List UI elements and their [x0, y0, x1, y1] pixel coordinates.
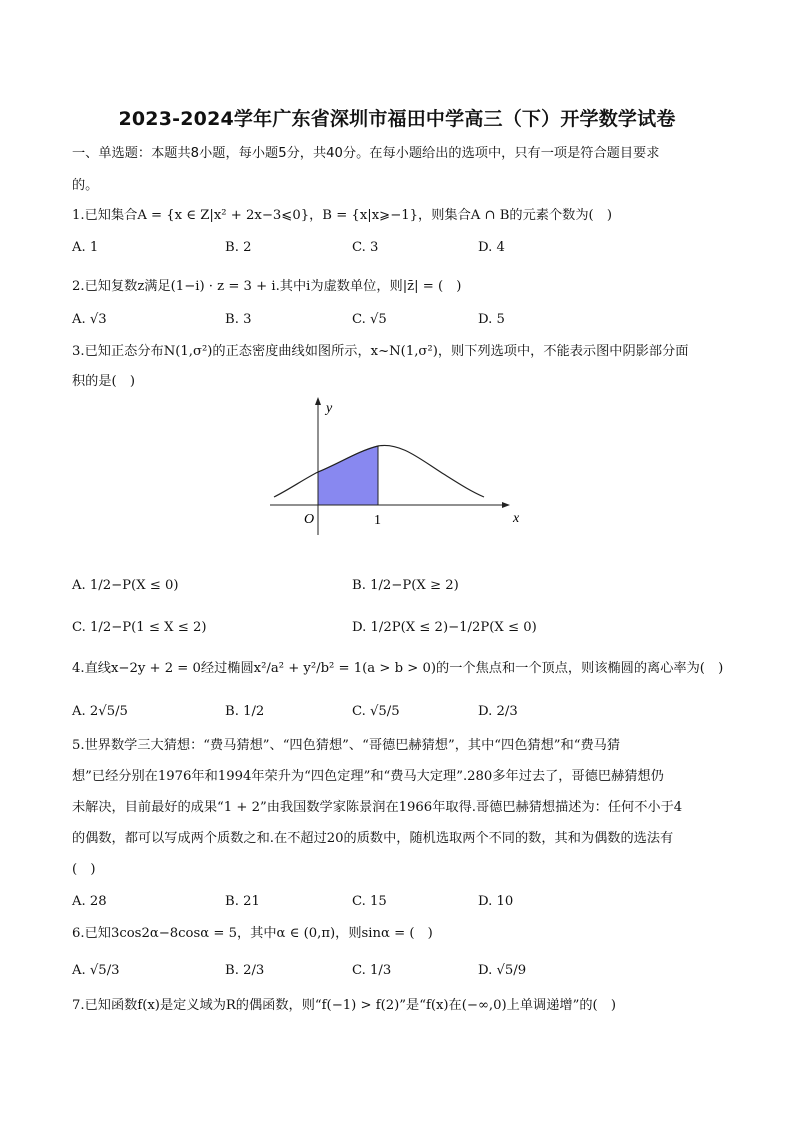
q2-option-c: C. √5 — [352, 312, 387, 327]
q5-line5: ( ) — [72, 862, 96, 877]
q3-option-c: C. 1/2−P(1 ≤ X ≤ 2) — [72, 620, 207, 635]
q1-stem: 1.已知集合A = {x ∈ Z|x² + 2x−3⩽0}，B = {x|x⩾−1}，则集合A ∩ B的元素个数为( ) — [72, 208, 613, 223]
q6-stem: 6.已知3cos2α−8cosα = 5，其中α ∈ (0,π)，则sinα = ( ) — [72, 926, 433, 941]
q6-option-a: A. √5/3 — [72, 963, 120, 978]
q4-option-b: B. 1/2 — [225, 704, 265, 719]
q3-option-a: A. 1/2−P(X ≤ 0) — [72, 578, 179, 593]
y-label: y — [326, 401, 333, 416]
q6-option-d: D. √5/9 — [478, 963, 527, 978]
section-heading: 一、单选题：本题共8小题，每小题5分，共40分。在每小题给出的选项中，只有一项是符合题目要求 — [72, 146, 660, 161]
q3-option-d: D. 1/2P(X ≤ 2)−1/2P(X ≤ 0) — [352, 620, 537, 635]
q1-option-c: C. 3 — [352, 240, 379, 255]
q5-line2: 想”已经分别在1976年和1994年荣升为“四色定理”和“费马大定理”.280多年过去了，哥德巴赫猜想仍 — [72, 769, 664, 784]
q5-option-c: C. 15 — [352, 894, 387, 909]
q6-option-c: C. 1/3 — [352, 963, 392, 978]
shaded-area — [318, 446, 378, 505]
density-curve — [274, 445, 484, 497]
q1-option-b: B. 2 — [225, 240, 252, 255]
q5-option-b: B. 21 — [225, 894, 260, 909]
q2-stem: 2.已知复数z满足(1−i) · z = 3 + i.其中i为虚数单位，则|z̄| = ( ) — [72, 279, 462, 294]
q3-stem-line1: 3.已知正态分布N(1,σ²)的正态密度曲线如图所示，x~N(1,σ²)，则下列选项中，不能表示图中阴影部分面 — [72, 344, 689, 359]
tick-label-one: 1 — [374, 513, 381, 528]
origin-label: O — [304, 512, 315, 527]
q5-line1: 5.世界数学三大猜想：“费马猜想”、“四色猜想”、“哥德巴赫猜想”，其中“四色猜想”和“费马猜 — [72, 738, 621, 753]
q3-option-b: B. 1/2−P(X ≥ 2) — [352, 578, 459, 593]
normal-curve-figure — [270, 393, 530, 538]
q3-stem-line2: 积的是( ) — [72, 374, 136, 389]
q4-option-a: A. 2√5/5 — [72, 704, 128, 719]
q2-option-b: B. 3 — [225, 312, 252, 327]
q4-stem: 4.直线x−2y + 2 = 0经过椭圆x²/a² + y²/b² = 1(a > b > 0)的一个焦点和一个顶点，则该椭圆的离心率为( ) — [72, 661, 724, 676]
q5-option-a: A. 28 — [72, 894, 107, 909]
q5-line3: 未解决，目前最好的成果“1 + 2”由我国数学家陈景润在1966年取得.哥德巴赫猜想描述为：任何不小于4 — [72, 800, 683, 815]
q1-option-d: D. 4 — [478, 240, 505, 255]
x-axis-arrow — [502, 502, 510, 508]
q1-option-a: A. 1 — [72, 240, 99, 255]
page-title: 2023-2024学年广东省深圳市福田中学高三（下）开学数学试卷 — [118, 108, 676, 130]
q5-line4: 的偶数，都可以写成两个质数之和.在不超过20的质数中，随机选取两个不同的数，其和为偶数的选法有 — [72, 831, 674, 846]
x-label: x — [513, 511, 520, 526]
q6-option-b: B. 2/3 — [225, 963, 265, 978]
q2-option-d: D. 5 — [478, 312, 505, 327]
q4-option-d: D. 2/3 — [478, 704, 518, 719]
y-axis-arrow — [315, 397, 321, 405]
q2-option-a: A. √3 — [72, 312, 107, 327]
q5-option-d: D. 10 — [478, 894, 514, 909]
section-heading-cont: 的。 — [72, 178, 99, 193]
q7-stem: 7.已知函数f(x)是定义域为R的偶函数，则“f(−1) > f(2)”是“f(x)在(−∞,0)上单调递增”的( ) — [72, 998, 616, 1013]
q4-option-c: C. √5/5 — [352, 704, 400, 719]
